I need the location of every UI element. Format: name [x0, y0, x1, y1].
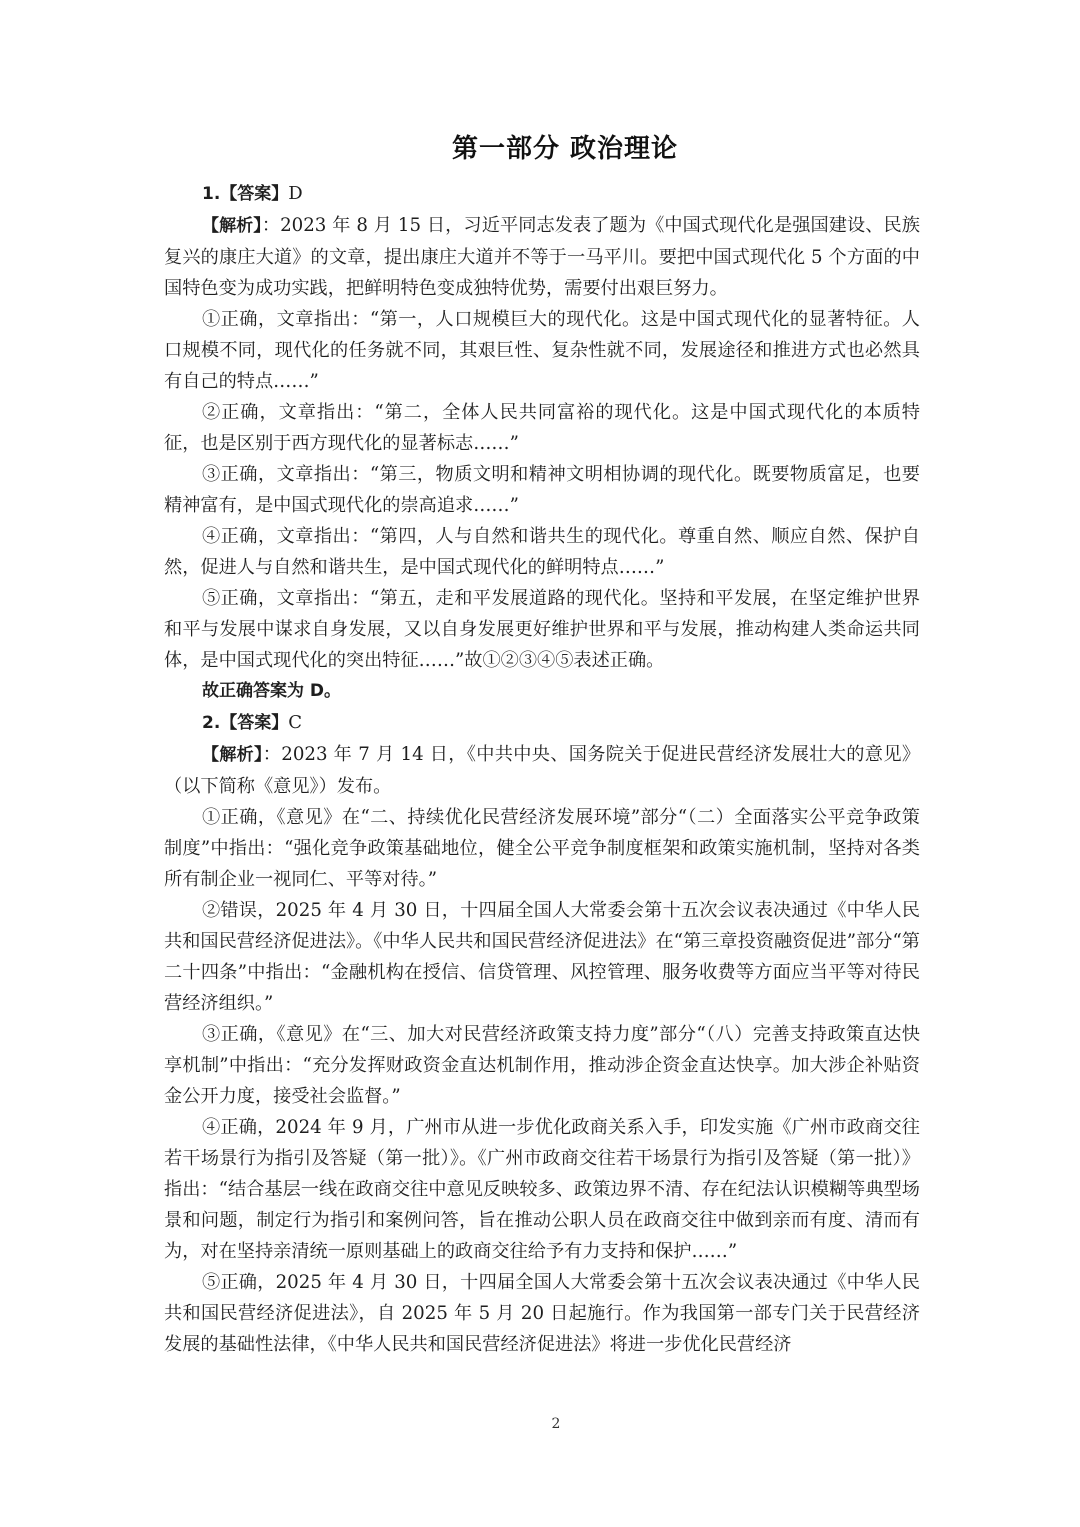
analysis-item: ④正确，2024 年 9 月，广州市从进一步优化政商关系入手，印发实施《广州市政商交往若干场景行为指引及答疑（第一批）》。《广州市政商交往若干场景行为指引及答疑（第一批）》指出：“结合基层一线在政商交往中意见反映较多、政策边界不清、存在纪法认识模糊等典型场景和问题，制定行为指引和案例问答，旨在推动公职人员在政商交往中做到亲而有度、清而有为，对在坚持亲清统一原则基础上的政商交往给予有力支持和保护……” [164, 1117, 920, 1262]
page-number: 2 [551, 1416, 561, 1432]
analysis-text: ：2023 年 7 月 14 日，《中共中央、国务院关于促进民营经济发展壮大的意见》（以下简称《意见》）发布。 [164, 744, 921, 797]
answer-value: C [288, 712, 303, 733]
analysis-text: ：2023 年 8 月 15 日，习近平同志发表了题为《中国式现代化是强国建设、民族复兴的康庄大道》的文章，提出康庄大道并不等于一马平川。要把中国式现代化 5 个方面的中国特色变为成功实践，把鲜明特色变成独特优势，需要付出艰巨努力。 [164, 215, 920, 299]
analysis-item: ④正确，文章指出：“第四，人与自然和谐共生的现代化。尊重自然、顺应自然、保护自然，促进人与自然和谐共生，是中国式现代化的鲜明特点……” [164, 526, 920, 578]
answer-content [164, 178, 920, 1360]
analysis-item: ⑤正确，2025 年 4 月 30 日，十四届全国人大常委会第十五次会议表决通过《中华人民共和国民营经济促进法》，自 2025 年 5 月 20 日起施行。作为我国第一部专门关于民营经济发展的基础性法律，《中华人民共和国民营经济促进法》将进一步优化民营经济 [164, 1272, 920, 1355]
analysis-label: 【解析】 [202, 216, 262, 236]
question-2-answer [164, 707, 920, 739]
answer-label: 1.【答案】 [202, 184, 289, 204]
analysis-item: ①正确，文章指出：“第一，人口规模巨大的现代化。这是中国式现代化的显著特征。人口规模不同，现代化的任务就不同，其艰巨性、复杂性就不同，发展途径和推进方式也必然具有自己的特点……” [164, 309, 920, 392]
analysis-item: ③正确，《意见》在“三、加大对民营经济政策支持力度”部分“（八）完善支持政策直达快享机制”中指出：“充分发挥财政资金直达机制作用，推动涉企资金直达快享。加大涉企补贴资金公开力度，接受社会监督。” [164, 1024, 920, 1107]
analysis-item: ⑤正确，文章指出：“第五，走和平发展道路的现代化。坚持和平发展，在坚定维护世界和平与发展中谋求自身发展，又以自身发展更好维护世界和平与发展，推动构建人类命运共同体，是中国式现代化的突出特征……”故①②③④⑤表述正确。 [164, 588, 920, 671]
analysis-label: 【解析】 [202, 745, 263, 765]
page-title: 第一部分 政治理论 [451, 134, 679, 164]
analysis-item: ②正确，文章指出：“第二，全体人民共同富裕的现代化。这是中国式现代化的本质特征，也是区别于西方现代化的显著标志……” [164, 402, 920, 454]
analysis-item: ①正确，《意见》在“二、持续优化民营经济发展环境”部分“（二）全面落实公平竞争政策制度”中指出：“强化竞争政策基础地位，健全公平竞争制度框架和政策实施机制，坚持对各类所有制企业一视同仁、平等对待。” [164, 807, 920, 890]
analysis-item: ②错误，2025 年 4 月 30 日，十四届全国人大常委会第十五次会议表决通过《中华人民共和国民营经济促进法》。《中华人民共和国民营经济促进法》在“第三章投资融资促进”部分“第二十四条”中指出：“金融机构在授信、信贷管理、风控管理、服务收费等方面应当平等对待民营经济组织。” [164, 900, 920, 1014]
answer-label: 2.【答案】 [202, 713, 289, 733]
question-1-conclusion: 故正确答案为 D。 [202, 681, 342, 701]
analysis-item: ③正确，文章指出：“第三，物质文明和精神文明相协调的现代化。既要物质富足，也要精神富有，是中国式现代化的崇高追求……” [164, 464, 920, 516]
answer-value: D [288, 183, 303, 204]
question-1-analysis [164, 210, 920, 304]
question-2-analysis [164, 739, 920, 802]
question-1-answer [164, 178, 920, 210]
